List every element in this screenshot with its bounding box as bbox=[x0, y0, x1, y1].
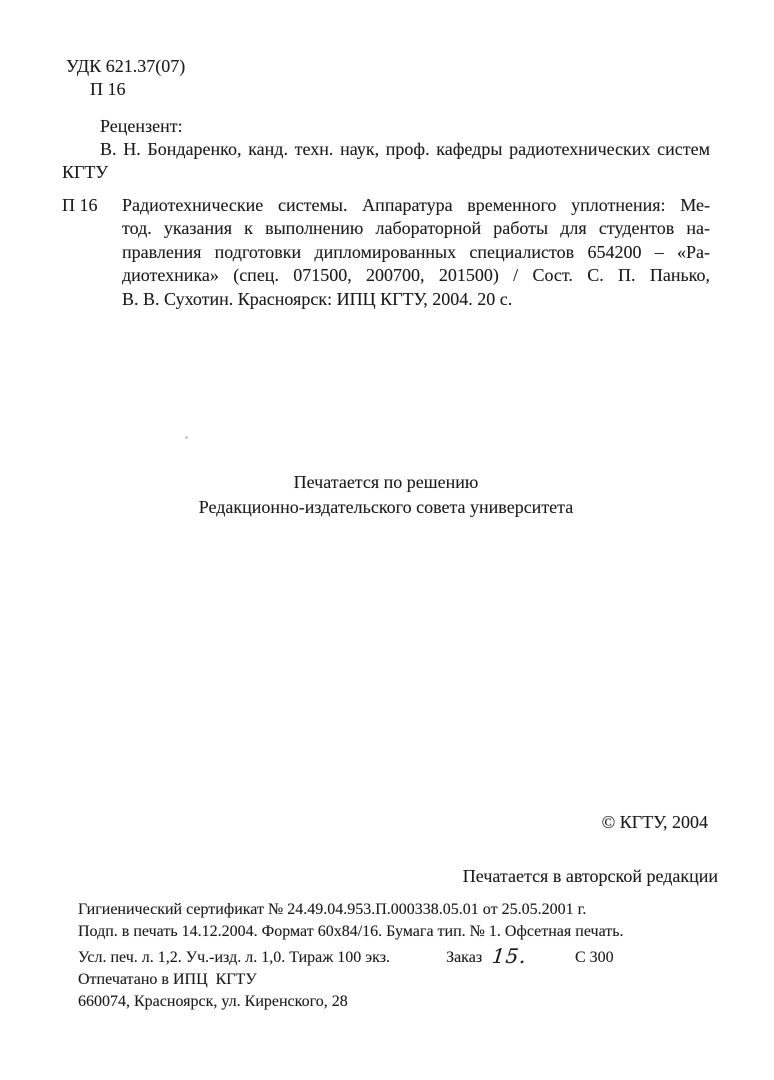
author-sign: П 16 bbox=[90, 79, 126, 99]
order-label: Заказ bbox=[446, 948, 483, 966]
entry-text bbox=[122, 194, 710, 311]
editorial-note: Печатается в авторской редакции bbox=[462, 866, 718, 886]
imprint-block bbox=[78, 899, 728, 1013]
series-number: С 300 bbox=[574, 948, 614, 966]
order-number-handwritten: 15. bbox=[490, 943, 529, 968]
printer-address: 660074, Красноярск, ул. Киренского, 28 bbox=[78, 993, 348, 1011]
reviewer-block bbox=[62, 115, 710, 184]
reviewer-heading: Рецензент: bbox=[100, 116, 183, 136]
reviewer-line: В. Н. Бондаренко, канд. техн. наук, проф. кафедры радиотехнических систем bbox=[100, 139, 710, 159]
entry-line: Радиотехнические системы. Аппаратура временного уплотнения: Ме- bbox=[122, 195, 710, 215]
printing-decision bbox=[62, 470, 710, 519]
entry-line: правления подготовки дипломированных специалистов 654200 – «Ра- bbox=[122, 241, 710, 262]
order-line bbox=[78, 944, 728, 969]
entry-code: П 16 bbox=[62, 195, 98, 215]
hygienic-certificate: Гигиенический сертификат № 24.49.04.953.П.000338.05.01 от 25.05.2001 г. bbox=[78, 901, 587, 918]
entry-line: тод. указания к выполнению лабораторной работы для студентов на- bbox=[122, 218, 710, 239]
udk-number: УДК 621.37(07) bbox=[66, 56, 186, 76]
printed-by: Отпечатано в ИПЦ КГТУ bbox=[78, 970, 257, 988]
decision-line: Редакционно-издательского совета университета bbox=[198, 496, 574, 517]
volume-info: Усл. печ. л. 1,2. Уч.-изд. л. 1,0. Тираж 100 экз. bbox=[78, 948, 391, 966]
bibliographic-entry bbox=[62, 194, 710, 311]
decision-line: Печатается по решению bbox=[293, 472, 479, 492]
print-format-line: Подп. в печать 14.12.2004. Формат 60х84/16. Бумага тип. № 1. Офсетная печать. bbox=[78, 923, 624, 941]
reviewer-line-continuation: КГТУ bbox=[62, 162, 109, 182]
classification-block bbox=[66, 55, 185, 101]
entry-line: В. В. Сухотин. Красноярск: ИПЦ КГТУ, 2004. 20 с. bbox=[122, 288, 513, 309]
scan-artifact-speck bbox=[185, 436, 188, 439]
entry-line: диотехника» (спец. 071500, 200700, 201500) / Сост. С. П. Панько, bbox=[122, 265, 710, 286]
copyright-notice: © КГТУ, 2004 bbox=[601, 812, 708, 832]
